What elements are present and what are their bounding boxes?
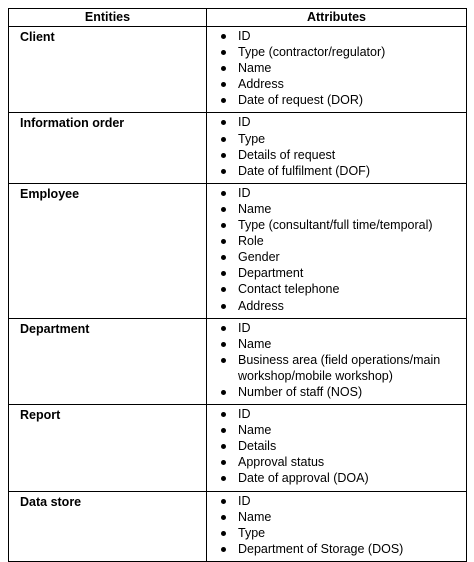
- attribute-item: [207, 470, 462, 486]
- attribute-text: Department: [238, 266, 304, 281]
- attribute-text: Type: [238, 525, 266, 540]
- attribute-text: Gender: [238, 250, 280, 265]
- bullet-icon: [221, 515, 226, 520]
- attribute-text: Date of approval (DOA): [238, 471, 369, 486]
- attribute-text: Details: [238, 439, 277, 454]
- bullet-icon: [221, 342, 226, 347]
- bullet-icon: [221, 191, 226, 196]
- attribute-cell: [207, 405, 467, 491]
- bullet-icon: [221, 50, 226, 55]
- bullet-icon: [221, 304, 226, 309]
- table-row: [9, 491, 467, 561]
- attribute-text: ID: [238, 185, 251, 200]
- bullet-icon: [221, 444, 226, 449]
- attribute-text: Details of request: [238, 147, 336, 162]
- attribute-item: [207, 44, 462, 60]
- attribute-cell: [207, 491, 467, 561]
- bullet-icon: [221, 499, 226, 504]
- entity-name: Client: [9, 27, 207, 113]
- attribute-item: [207, 147, 462, 163]
- attribute-item: [207, 298, 462, 314]
- entities-column-header: Entities: [9, 9, 207, 27]
- attributes-column-header: Attributes: [207, 9, 467, 27]
- attribute-item: [207, 76, 462, 92]
- attribute-list: [207, 406, 462, 486]
- attribute-text: Role: [238, 234, 264, 249]
- bullet-icon: [221, 137, 226, 142]
- attribute-list: [207, 493, 462, 557]
- attribute-list: [207, 28, 462, 108]
- bullet-icon: [221, 412, 226, 417]
- attribute-text: Name: [238, 61, 272, 76]
- attribute-item: [207, 384, 462, 400]
- bullet-icon: [221, 169, 226, 174]
- attribute-item: [207, 60, 462, 76]
- entity-name: Data store: [9, 491, 207, 561]
- attribute-text: Type: [238, 131, 266, 146]
- header-row: [9, 9, 467, 27]
- bullet-icon: [221, 153, 226, 158]
- attribute-text: Number of staff (NOS): [238, 384, 363, 399]
- bullet-icon: [221, 207, 226, 212]
- attribute-text: ID: [238, 493, 251, 508]
- attribute-item: [207, 422, 462, 438]
- bullet-icon: [221, 239, 226, 244]
- bullet-icon: [221, 428, 226, 433]
- attribute-item: [207, 509, 462, 525]
- attribute-item: [207, 114, 462, 130]
- attribute-item: [207, 217, 462, 233]
- attribute-text: Date of request (DOR): [238, 93, 364, 108]
- attribute-cell: [207, 113, 467, 183]
- attribute-text: Name: [238, 509, 272, 524]
- attribute-item: [207, 131, 462, 147]
- attribute-text: Address: [238, 298, 284, 313]
- bullet-icon: [221, 98, 226, 103]
- attribute-text: Name: [238, 336, 272, 351]
- attribute-item: [207, 525, 462, 541]
- bullet-icon: [221, 531, 226, 536]
- attribute-item: [207, 233, 462, 249]
- bullet-icon: [221, 460, 226, 465]
- entity-name: Employee: [9, 183, 207, 318]
- table-row: [9, 318, 467, 404]
- table-row: [9, 113, 467, 183]
- bullet-icon: [221, 326, 226, 331]
- attribute-item: [207, 28, 462, 44]
- bullet-icon: [221, 34, 226, 39]
- attribute-text: Department of Storage (DOS): [238, 541, 404, 556]
- attribute-cell: [207, 27, 467, 113]
- table-row: [9, 183, 467, 318]
- attribute-list: [207, 185, 462, 314]
- attribute-text: Contact telephone: [238, 282, 340, 297]
- entity-attribute-table-container: [8, 8, 466, 562]
- attribute-item: [207, 281, 462, 297]
- bullet-icon: [221, 547, 226, 552]
- attribute-item: [207, 454, 462, 470]
- table-row: [9, 405, 467, 491]
- attribute-item: [207, 185, 462, 201]
- bullet-icon: [221, 476, 226, 481]
- bullet-icon: [221, 223, 226, 228]
- entity-name: Report: [9, 405, 207, 491]
- attribute-text: Type (contractor/regulator): [238, 45, 386, 60]
- bullet-icon: [221, 120, 226, 125]
- attribute-item: [207, 336, 462, 352]
- attribute-text: Date of fulfilment (DOF): [238, 163, 370, 178]
- attribute-item: [207, 352, 462, 384]
- bullet-icon: [221, 390, 226, 395]
- attribute-text: ID: [238, 115, 251, 130]
- attribute-text: ID: [238, 320, 251, 335]
- bullet-icon: [221, 358, 226, 363]
- entity-name: Department: [9, 318, 207, 404]
- attribute-text: Business area (field operations/main workshop/mobile workshop): [238, 352, 441, 383]
- attribute-cell: [207, 318, 467, 404]
- attribute-item: [207, 320, 462, 336]
- attribute-item: [207, 493, 462, 509]
- attribute-cell: [207, 183, 467, 318]
- bullet-icon: [221, 255, 226, 260]
- attribute-text: ID: [238, 407, 251, 422]
- attribute-list: [207, 320, 462, 400]
- attribute-item: [207, 249, 462, 265]
- attribute-text: Approval status: [238, 455, 325, 470]
- table-body: [9, 27, 467, 562]
- bullet-icon: [221, 82, 226, 87]
- attribute-item: [207, 541, 462, 557]
- entity-name: Information order: [9, 113, 207, 183]
- bullet-icon: [221, 287, 226, 292]
- attribute-item: [207, 201, 462, 217]
- bullet-icon: [221, 66, 226, 71]
- attribute-item: [207, 163, 462, 179]
- attribute-text: Address: [238, 77, 284, 92]
- attribute-text: Name: [238, 201, 272, 216]
- entity-attribute-table: [8, 8, 467, 562]
- attribute-item: [207, 92, 462, 108]
- attribute-item: [207, 265, 462, 281]
- attribute-text: Type (consultant/full time/temporal): [238, 218, 433, 233]
- bullet-icon: [221, 271, 226, 276]
- table-row: [9, 27, 467, 113]
- attribute-item: [207, 406, 462, 422]
- attribute-text: ID: [238, 29, 251, 43]
- attribute-list: [207, 114, 462, 178]
- attribute-item: [207, 438, 462, 454]
- attribute-text: Name: [238, 423, 272, 438]
